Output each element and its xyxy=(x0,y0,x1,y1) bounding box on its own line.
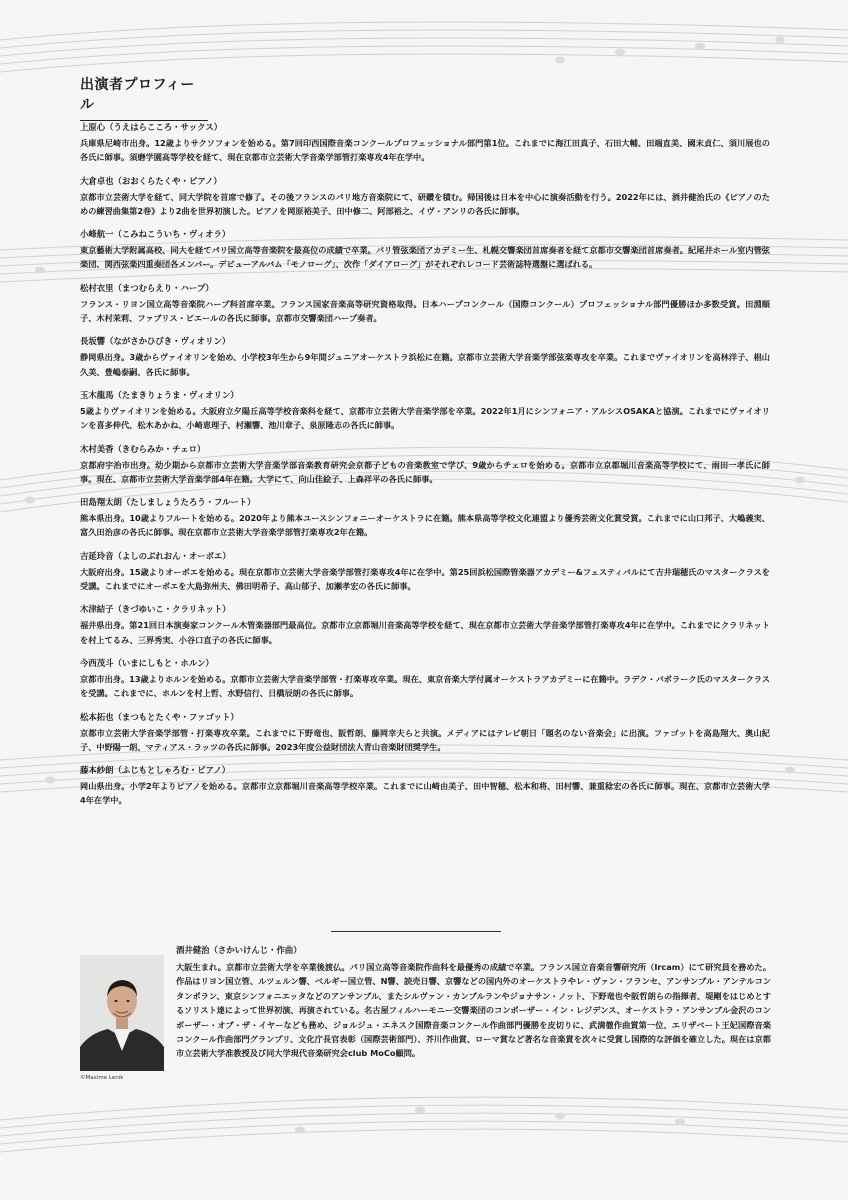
profile-entry xyxy=(80,549,770,594)
profile-name: 木津結子（きづゆいこ・クラリネット） xyxy=(80,604,231,615)
profile-name: 田島翔太朗（たしましょうたろう・フルート） xyxy=(80,497,256,508)
profile-name: 藤本紗朗（ふじもとしゃろむ・ピアノ） xyxy=(80,765,231,776)
profile-bio: 京都市立芸術大学を経て、同大学院を首席で修了。その後フランスのパリ地方音楽院にて、研鑽を積む。帰国後は日本を中心に演奏活動を行う。2022年には、酒井健治氏の《ピアノのための練習曲集第2巻》より2曲を世界初演した。ピアノを岡原裕美子、田中修二、阿部裕之、イヴ・アンリの各氏に師事。 xyxy=(80,191,770,216)
profile-name: 木村美香（きむらみか・チェロ） xyxy=(80,443,206,454)
portrait-photo xyxy=(80,955,164,1071)
profile-name: 玉木龍馬（たまきりょうま・ヴィオリン） xyxy=(80,389,239,400)
profile-entry xyxy=(80,388,770,433)
profile-bio: 福井県出身。第21回日本演奏家コンクール木管楽器部門最高位。京都市立京都堀川音楽高等学校を経て、現在京都市立芸術大学音楽学部管打楽専攻4年に在学中。これまでにクラリネットを村上てるみ、三界秀実、小谷口直子の各氏に師事。 xyxy=(80,620,770,645)
composer-profile xyxy=(176,943,771,1061)
profile-bio: 兵庫県尼崎市出身。12歳よりサクソフォンを始める。第7回印西国際音楽コンクールプロフェッショナル部門第1位。これまでに海江田真子、石田大輔、田端直美、國末貞仁、須川展也の各氏に師事。須磨学園高等学校を経て、現在京都市立芸術大学音楽学部管打楽専攻4年在学中。 xyxy=(80,138,770,163)
profile-entry xyxy=(80,602,770,647)
profile-bio: 京都市立芸術大学音楽学部管・打楽専攻卒業。これまでに下野竜也、阪哲朗、藤岡幸夫らと共演。メディアにはテレビ朝日「題名のない音楽会」に出演。ファゴットを高島翔大、奥山紀子、中野陽一朗、マティアス・ラッツの各氏に師事。2023年度公益財団法人青山音楽財団奨学生。 xyxy=(80,727,770,752)
profile-bio: 大阪府出身。15歳よりオーボエを始める。現在京都市立芸術大学音楽学部管打楽専攻4年に在学中。第25回浜松国際管楽器アカデミー&フェスティバルにて吉井瑞穂氏のマスタークラスを受講。これまでにオーボエを大島弥州夫、佛田明希子、高山郁子、加瀬孝宏の各氏に師事。 xyxy=(80,566,770,592)
profile-name: 長坂響（ながさかひびき・ヴィオリン） xyxy=(80,336,231,347)
profile-name: 小峰航一（こみねこういち・ヴィオラ） xyxy=(80,229,231,240)
profile-bio: フランス・リヨン国立高等音楽院ハープ科首席卒業。フランス国家音楽高等研究資格取得。日本ハープコンクール（国際コンクール）プロフェッショナル部門優勝ほか多数受賞。田淵順子、木村茉莉、ファブリス・ピエールの各氏に師事。京都市交響楽団ハープ奏者。 xyxy=(80,298,770,324)
profile-entry xyxy=(80,656,770,701)
section-divider xyxy=(331,931,501,932)
profile-entry xyxy=(80,227,770,272)
profile-name: 松村衣里（まつむらえり・ハープ） xyxy=(80,282,214,293)
photo-credit: ©Maxime Lenik xyxy=(80,1075,124,1081)
composer-name: 酒井健治（さかいけんじ・作曲） xyxy=(176,945,302,955)
performer-profiles-list xyxy=(80,120,770,817)
profile-entry xyxy=(80,495,770,540)
profile-entry xyxy=(80,763,770,808)
profile-bio: 静岡県出身。3歳からヴァイオリンを始め、小学校3年生から9年間ジュニアオーケストラ浜松に在籍。京都市立芸術大学音楽学部弦楽専攻を卒業。これまでヴァイオリンを高林洋子、椙山久美、豊嶋泰嗣、各氏に師事。 xyxy=(80,352,770,377)
profile-bio: 京都市出身。13歳よりホルンを始める。京都市立芸術大学音楽学部管・打楽専攻卒業。現在、東京音楽大学付属オーケストラアカデミーに在籍中。ラデク・バボラーク氏のマスタークラスを受講。これまでに、ホルンを村上哲、水野信行、日橋辰朗の各氏に師事。 xyxy=(80,673,770,699)
profile-entry xyxy=(80,281,770,326)
profile-name: 上原心（うえはらこころ・サックス） xyxy=(80,122,223,132)
profile-bio: 京都府宇治市出身。幼少期から京都市立芸術大学音楽学部音楽教育研究会京都子どもの音楽教室で学び、9歳からチェロを始める。京都市立京都堀川音楽高等学校にて、雨田一孝氏に師事。現在、京都市立芸術大学音楽学部4年在籍。大学にて、向山佳絵子、上森祥平の各氏に師事。 xyxy=(80,459,770,484)
profile-entry xyxy=(80,120,770,165)
profile-entry xyxy=(80,710,770,755)
profile-bio: 東京藝術大学附属高校、同大を経てパリ国立高等音楽院を最高位の成績で卒業。パリ管弦楽団アカデミー生、札幌交響楽団首席奏者を経て京都市交響楽団首席奏者。紀尾井ホール室内管弦楽団、関西弦楽四重奏団各メンバー。デビューアルバム「モノローグ」、次作「ダイアローグ」がそれぞれレコード芸術誌特選盤に選ばれる。 xyxy=(80,245,770,270)
profile-entry xyxy=(80,174,770,219)
profile-name: 吉延玲音（よしのぶれおん・オーボエ） xyxy=(80,550,231,561)
profile-bio: 岡山県出身。小学2年よりピアノを始める。京都市立京都堀川音楽高等学校卒業。これまでに山崎由美子、田中智穂、松本和将、田村響、兼重稔宏の各氏に師事。現在、京都市立芸術大学4年在学中。 xyxy=(80,781,770,806)
composer-bio: 大阪生まれ。京都市立芸術大学を卒業後渡仏。パリ国立高等音楽院作曲科を最優秀の成績で卒業。フランス国立音楽音響研究所（Ircam）にて研究員を務めた。作品はリヨン国立管、ルツェルン響、ベルギー国立管、N響、読売日響、京響などの国内外のオーケストラやレ・ヴァン・フランセ、アンサンブル・アンテルコンタンポラン、東京シンフォニエッタなどのアンサンブル、またシルヴァン・カンブルランやジョナサン・ノット、下野竜也や阪哲朗らの指揮者、堤剛をはじめとするソリスト達によって世界初演、再演されている。名古屋フィルハーモニー交響楽団のコンポーザー・イン・レジデンス、オーケストラ・アンサンブル金沢のコンポーザー・オブ・ザ・イヤーなども務め、ジョルジュ・エネスク国際音楽コンクール作曲部門優勝を皮切りに、武満徹作曲賞第一位、エリザベート王妃国際音楽コンクール作曲部門グランプリ、文化庁長官表彰（国際芸術部門）、芥川作曲賞、ローマ賞など著名な音楽賞を次々に受賞し国際的な評価を確立した。現在は京都市立芸術大学准教授及び同大学現代音楽研究会club MoCo顧問。 xyxy=(176,962,771,1059)
profile-name: 今西茂斗（いまにしもと・ホルン） xyxy=(80,657,214,668)
profile-name: 大倉卓也（おおくらたくや・ピアノ） xyxy=(80,175,222,186)
section-title: 出演者プロフィール xyxy=(80,74,208,121)
profile-entry xyxy=(80,442,770,487)
profile-entry xyxy=(80,334,770,379)
profile-bio: 熊本県出身。10歳よりフルートを始める。2020年より熊本ユースシンフォニーオーケストラに在籍。熊本県高等学校文化連盟より優秀芸術文化賞受賞。これまでに山口邦子、大嶋義実、富久田治彦の各氏に師事。現在京都市立芸術大学音楽学部管打楽専攻2年在籍。 xyxy=(80,513,770,538)
profile-bio: 5歳よりヴァイオリンを始める。大阪府立夕陽丘高等学校音楽科を経て、京都市立芸術大学音楽学部を卒業。2022年1月にシンフォニア・アルシスOSAKAと協演。これまでにヴァイオリンを喜多伸代、松木あかね、小崎恵理子、村瀬響、池川章子、泉原隆志の各氏に師事。 xyxy=(80,405,770,431)
profile-name: 松本拓也（まつもとたくや・ファゴット） xyxy=(80,711,239,722)
